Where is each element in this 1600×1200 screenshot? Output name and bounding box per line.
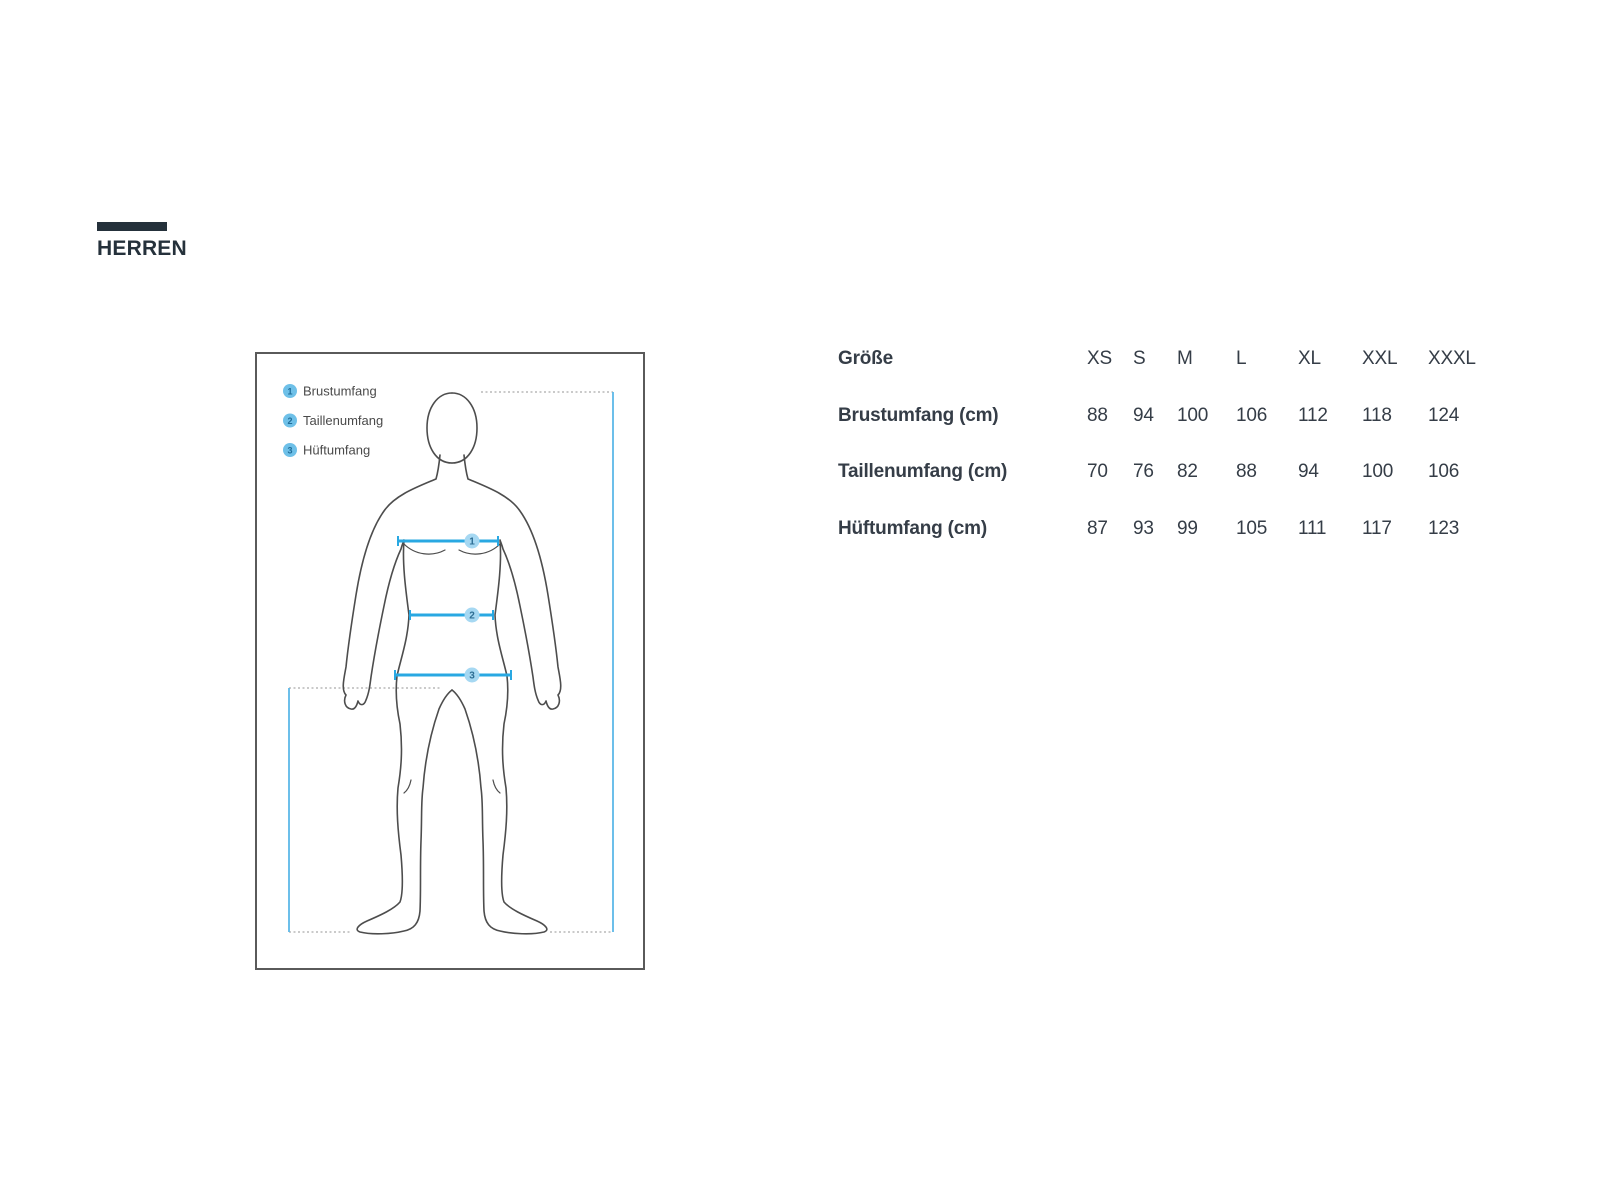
chest-value-xxxl: 124	[1428, 404, 1460, 426]
chest-value-xs: 88	[1087, 404, 1108, 426]
size-col-xxxl: XXXL	[1428, 348, 1476, 369]
waist-value-xxl: 100	[1362, 461, 1394, 482]
body-measurement-figure	[255, 352, 645, 970]
body-measurement-diagram	[255, 352, 645, 970]
hip-value-xxxl: 123	[1428, 517, 1460, 539]
size-col-xxl: XXL	[1362, 348, 1398, 369]
hip-line-number: 3	[469, 670, 475, 682]
legend-num-1: 1	[287, 386, 293, 397]
legend-item-hip	[283, 443, 370, 458]
legend-num-2: 2	[287, 416, 293, 426]
size-col-m: M	[1177, 348, 1193, 369]
chest-value-xl: 112	[1298, 404, 1328, 426]
hip-value-xs: 87	[1087, 517, 1108, 539]
table-header-size: Größe	[838, 348, 893, 369]
size-table	[838, 348, 1476, 574]
chest-line-badge	[465, 534, 480, 549]
row-label-waist: Taillenumfang (cm)	[838, 461, 1008, 482]
guide-connectors	[289, 392, 613, 932]
waist-line-badge	[465, 608, 480, 623]
waist-line-number: 2	[469, 610, 475, 622]
size-col-xs: XS	[1087, 348, 1112, 369]
waist-value-xxxl: 106	[1428, 461, 1460, 482]
waist-value-l: 88	[1236, 461, 1257, 482]
legend-label-waist: Taillenumfang	[303, 413, 384, 428]
legend-num-3: 3	[287, 445, 293, 456]
chest-value-s: 94	[1133, 404, 1154, 426]
chest-line-number: 1	[469, 536, 475, 548]
size-col-l: L	[1236, 348, 1247, 369]
hip-value-l: 105	[1236, 517, 1268, 539]
row-label-hip: Hüftumfang (cm)	[838, 517, 987, 539]
hip-value-xxl: 117	[1362, 517, 1392, 539]
hip-value-s: 93	[1133, 517, 1154, 539]
body-outline	[343, 393, 560, 934]
legend-item-chest	[283, 384, 377, 399]
size-col-s: S	[1133, 348, 1146, 369]
hip-line-badge	[465, 668, 480, 683]
legend-label-hip: Hüftumfang	[303, 442, 371, 458]
accent-bar	[97, 222, 167, 231]
chest-value-m: 100	[1177, 404, 1209, 426]
waist-value-m: 82	[1177, 461, 1198, 482]
size-col-xl: XL	[1298, 348, 1321, 369]
section-header	[97, 222, 187, 260]
measurement-lines	[395, 536, 511, 680]
legend-item-waist	[283, 413, 383, 428]
hip-value-m: 99	[1177, 517, 1198, 539]
hip-value-xl: 111	[1298, 517, 1327, 539]
waist-value-xl: 94	[1298, 461, 1319, 482]
section-title: HERREN	[97, 237, 187, 260]
row-label-chest: Brustumfang (cm)	[838, 404, 999, 426]
waist-value-s: 76	[1133, 461, 1154, 482]
legend-label-chest: Brustumfang	[303, 383, 377, 399]
chest-value-l: 106	[1236, 404, 1268, 426]
waist-value-xs: 70	[1087, 461, 1108, 482]
chest-value-xxl: 118	[1362, 404, 1392, 426]
